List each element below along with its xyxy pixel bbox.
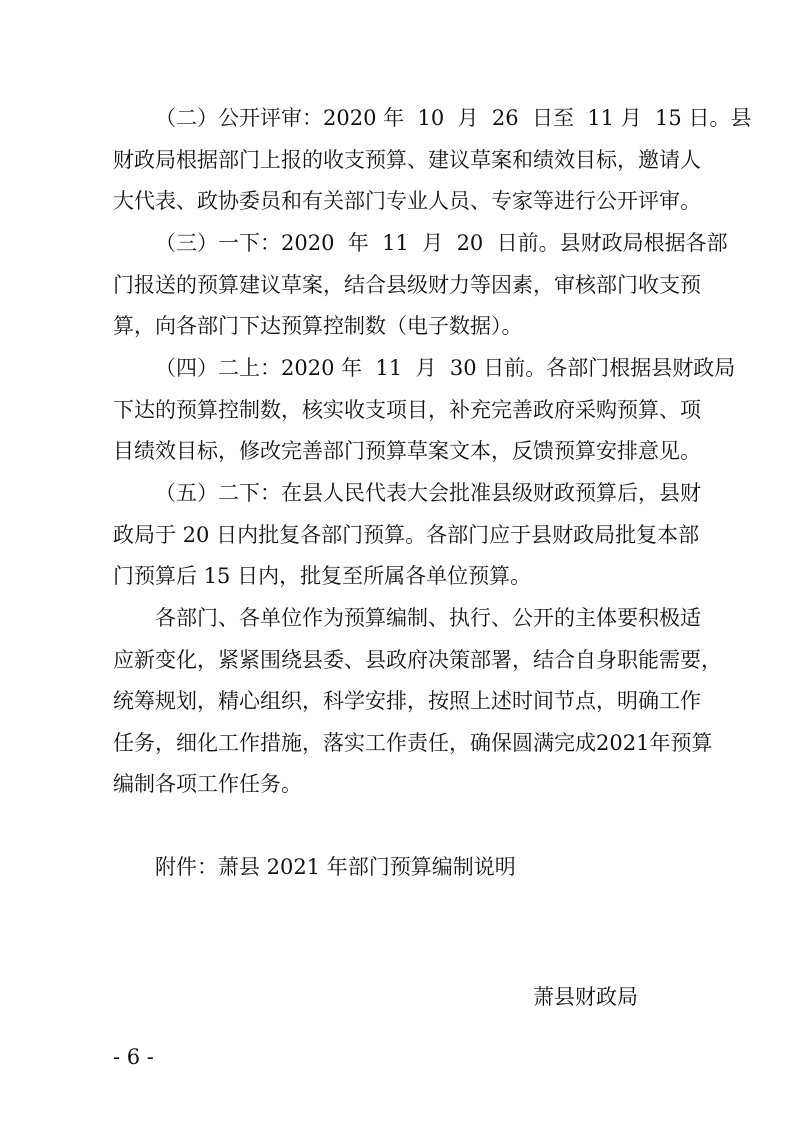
paragraph-3-line-3: 目绩效目标，修改完善部门预算草案文本，反馈预算安排意见。: [113, 439, 701, 463]
paragraph-5-line-2: 应新变化，紧紧围绕县委、县政府决策部署，结合自身职能需要，: [113, 648, 722, 672]
paragraph-2-line-2: 门报送的预算建议草案，结合县级财力等因素，审核部门收支预: [113, 273, 701, 297]
paragraph-4-line-1: （五）二下：在县人民代表大会批准县级财政预算后，县财: [155, 481, 701, 505]
paragraph-4-line-2: 政局于 20 日内批复各部门预算。各部门应于县财政局批复本部: [113, 523, 700, 547]
paragraph-1-line-3: 大代表、政协委员和有关部门专业人员、专家等进行公开评审。: [113, 189, 701, 213]
paragraph-4-line-3: 门预算后 15 日内，批复至所属各单位预算。: [113, 564, 532, 588]
paragraph-3-line-2: 下达的预算控制数，核实收支项目，补充完善政府采购预算、项: [113, 398, 701, 422]
paragraph-3-line-1: （四）二上：2020 年 11 月 30 日前。各部门根据县财政局: [155, 356, 736, 380]
paragraph-2-line-1: （三）一下：2020 年 11 月 20 日前。县财政局根据各部: [155, 231, 728, 255]
paragraph-5-line-1: 各部门、各单位作为预算编制、执行、公开的主体要积极适: [155, 606, 701, 630]
paragraph-2-line-3: 算，向各部门下达预算控制数（电子数据）。: [113, 314, 523, 338]
paragraph-1-line-1: （二）公开评审：2020 年 10 月 26 日至 11 月 15 日。县: [155, 106, 752, 130]
attachment-note: 附件：萧县 2021 年部门预算编制说明: [155, 855, 516, 879]
page-number: - 6 -: [113, 1045, 154, 1069]
issuer-signature: 萧县财政局: [533, 985, 638, 1009]
paragraph-5-line-3: 统筹规划，精心组织，科学安排，按照上述时间节点，明确工作: [113, 689, 701, 713]
paragraph-1-line-2: 财政局根据部门上报的收支预算、建议草案和绩效目标，邀请人: [113, 148, 701, 172]
paragraph-5-line-5: 编制各项工作任务。: [113, 772, 302, 796]
paragraph-5-line-4: 任务，细化工作措施，落实工作责任，确保圆满完成2021年预算: [113, 731, 713, 755]
